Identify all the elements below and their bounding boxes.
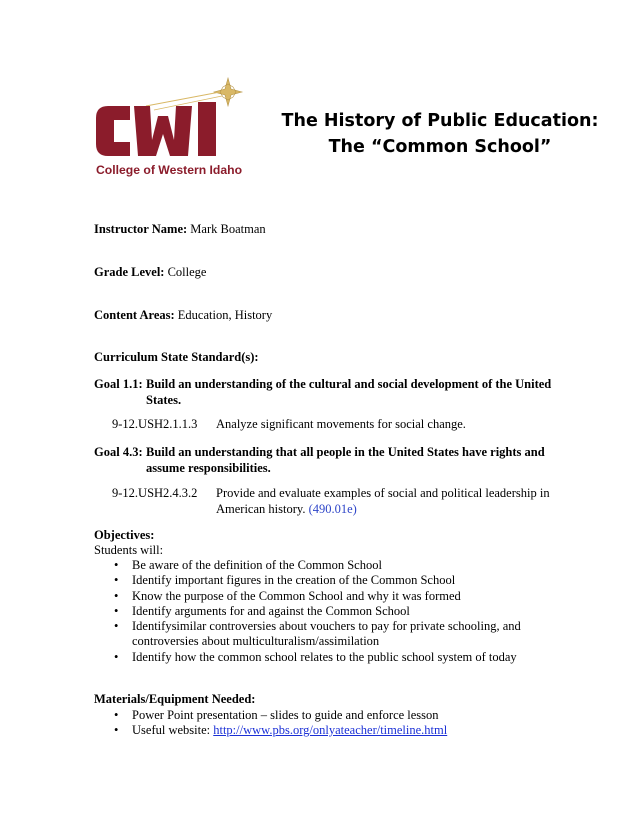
logo-caption: College of Western Idaho: [96, 163, 243, 177]
grade-label: Grade Level:: [94, 265, 165, 279]
goal-text-cont: States.: [146, 392, 182, 407]
cwi-logo-graphic: [94, 76, 244, 180]
standard-2: [112, 485, 560, 517]
cwi-logo: [94, 76, 244, 180]
list-item: • Be aware of the definition of the Common School: [112, 558, 552, 573]
standard-code: 9-12.USH2.1.1.3: [112, 417, 198, 431]
goal-text: Build an understanding of the cultural and social development of the United: [146, 377, 552, 391]
list-item: • Power Point presentation – slides to guide and enforce lesson: [112, 708, 552, 723]
instructor-value: Mark Boatman: [190, 222, 266, 236]
standard-text: [216, 485, 560, 517]
goal-1: [94, 377, 564, 408]
materials-list: [112, 708, 552, 739]
goal-2: [94, 445, 564, 476]
standard-1: [112, 416, 560, 432]
list-item: • Identify arguments for and against the Common School: [112, 604, 552, 619]
grade-field: [94, 265, 206, 280]
grade-value: College: [167, 265, 207, 279]
objectives-heading: Objectives:: [94, 528, 155, 542]
list-item: • Identify how the common school relates to the public school system of today: [112, 650, 552, 665]
standard-text-body: Provide and evaluate examples of social and political leadership in American history.: [216, 486, 550, 516]
goal-label: Goal 1.1:: [94, 377, 143, 391]
objectives-list: [112, 558, 552, 665]
list-item: [112, 723, 552, 738]
website-label: Useful website:: [132, 723, 211, 738]
instructor-label: Instructor Name:: [94, 222, 188, 236]
title-line-1: The History of Public Education:: [281, 111, 599, 131]
standards-heading: Curriculum State Standard(s):: [94, 350, 259, 364]
goal-text: Build an understanding that all people in the United States have rights and: [146, 445, 545, 459]
list-item: • Identify important figures in the creation of the Common School: [112, 573, 552, 588]
goal-label: Goal 4.3:: [94, 445, 143, 459]
compass-star-icon: [146, 78, 242, 110]
content-areas-field: [94, 308, 272, 323]
materials-heading: Materials/Equipment Needed:: [94, 692, 256, 706]
list-item: • Identifysimilar controversies about vouchers to pay for private schooling, and controversies about multiculturalism/assimilation: [112, 619, 552, 650]
standard-code: 9-12.USH2.4.3.2: [112, 486, 198, 500]
title-line-2: The “Common School”: [328, 137, 552, 157]
objectives-intro: Students will:: [94, 543, 164, 557]
page-title: [270, 108, 610, 160]
list-item: • Know the purpose of the Common School and why it was formed: [112, 589, 552, 604]
content-areas-label: Content Areas:: [94, 308, 175, 322]
content-areas-value: Education, History: [177, 308, 273, 322]
standard-text: Analyze significant movements for social change.: [216, 417, 466, 431]
instructor-field: [94, 222, 266, 237]
standard-reference: (490.01e): [308, 502, 357, 516]
website-link[interactable]: http://www.pbs.org/onlyateacher/timeline.html: [213, 723, 448, 738]
goal-text-cont: assume responsibilities.: [146, 460, 271, 475]
